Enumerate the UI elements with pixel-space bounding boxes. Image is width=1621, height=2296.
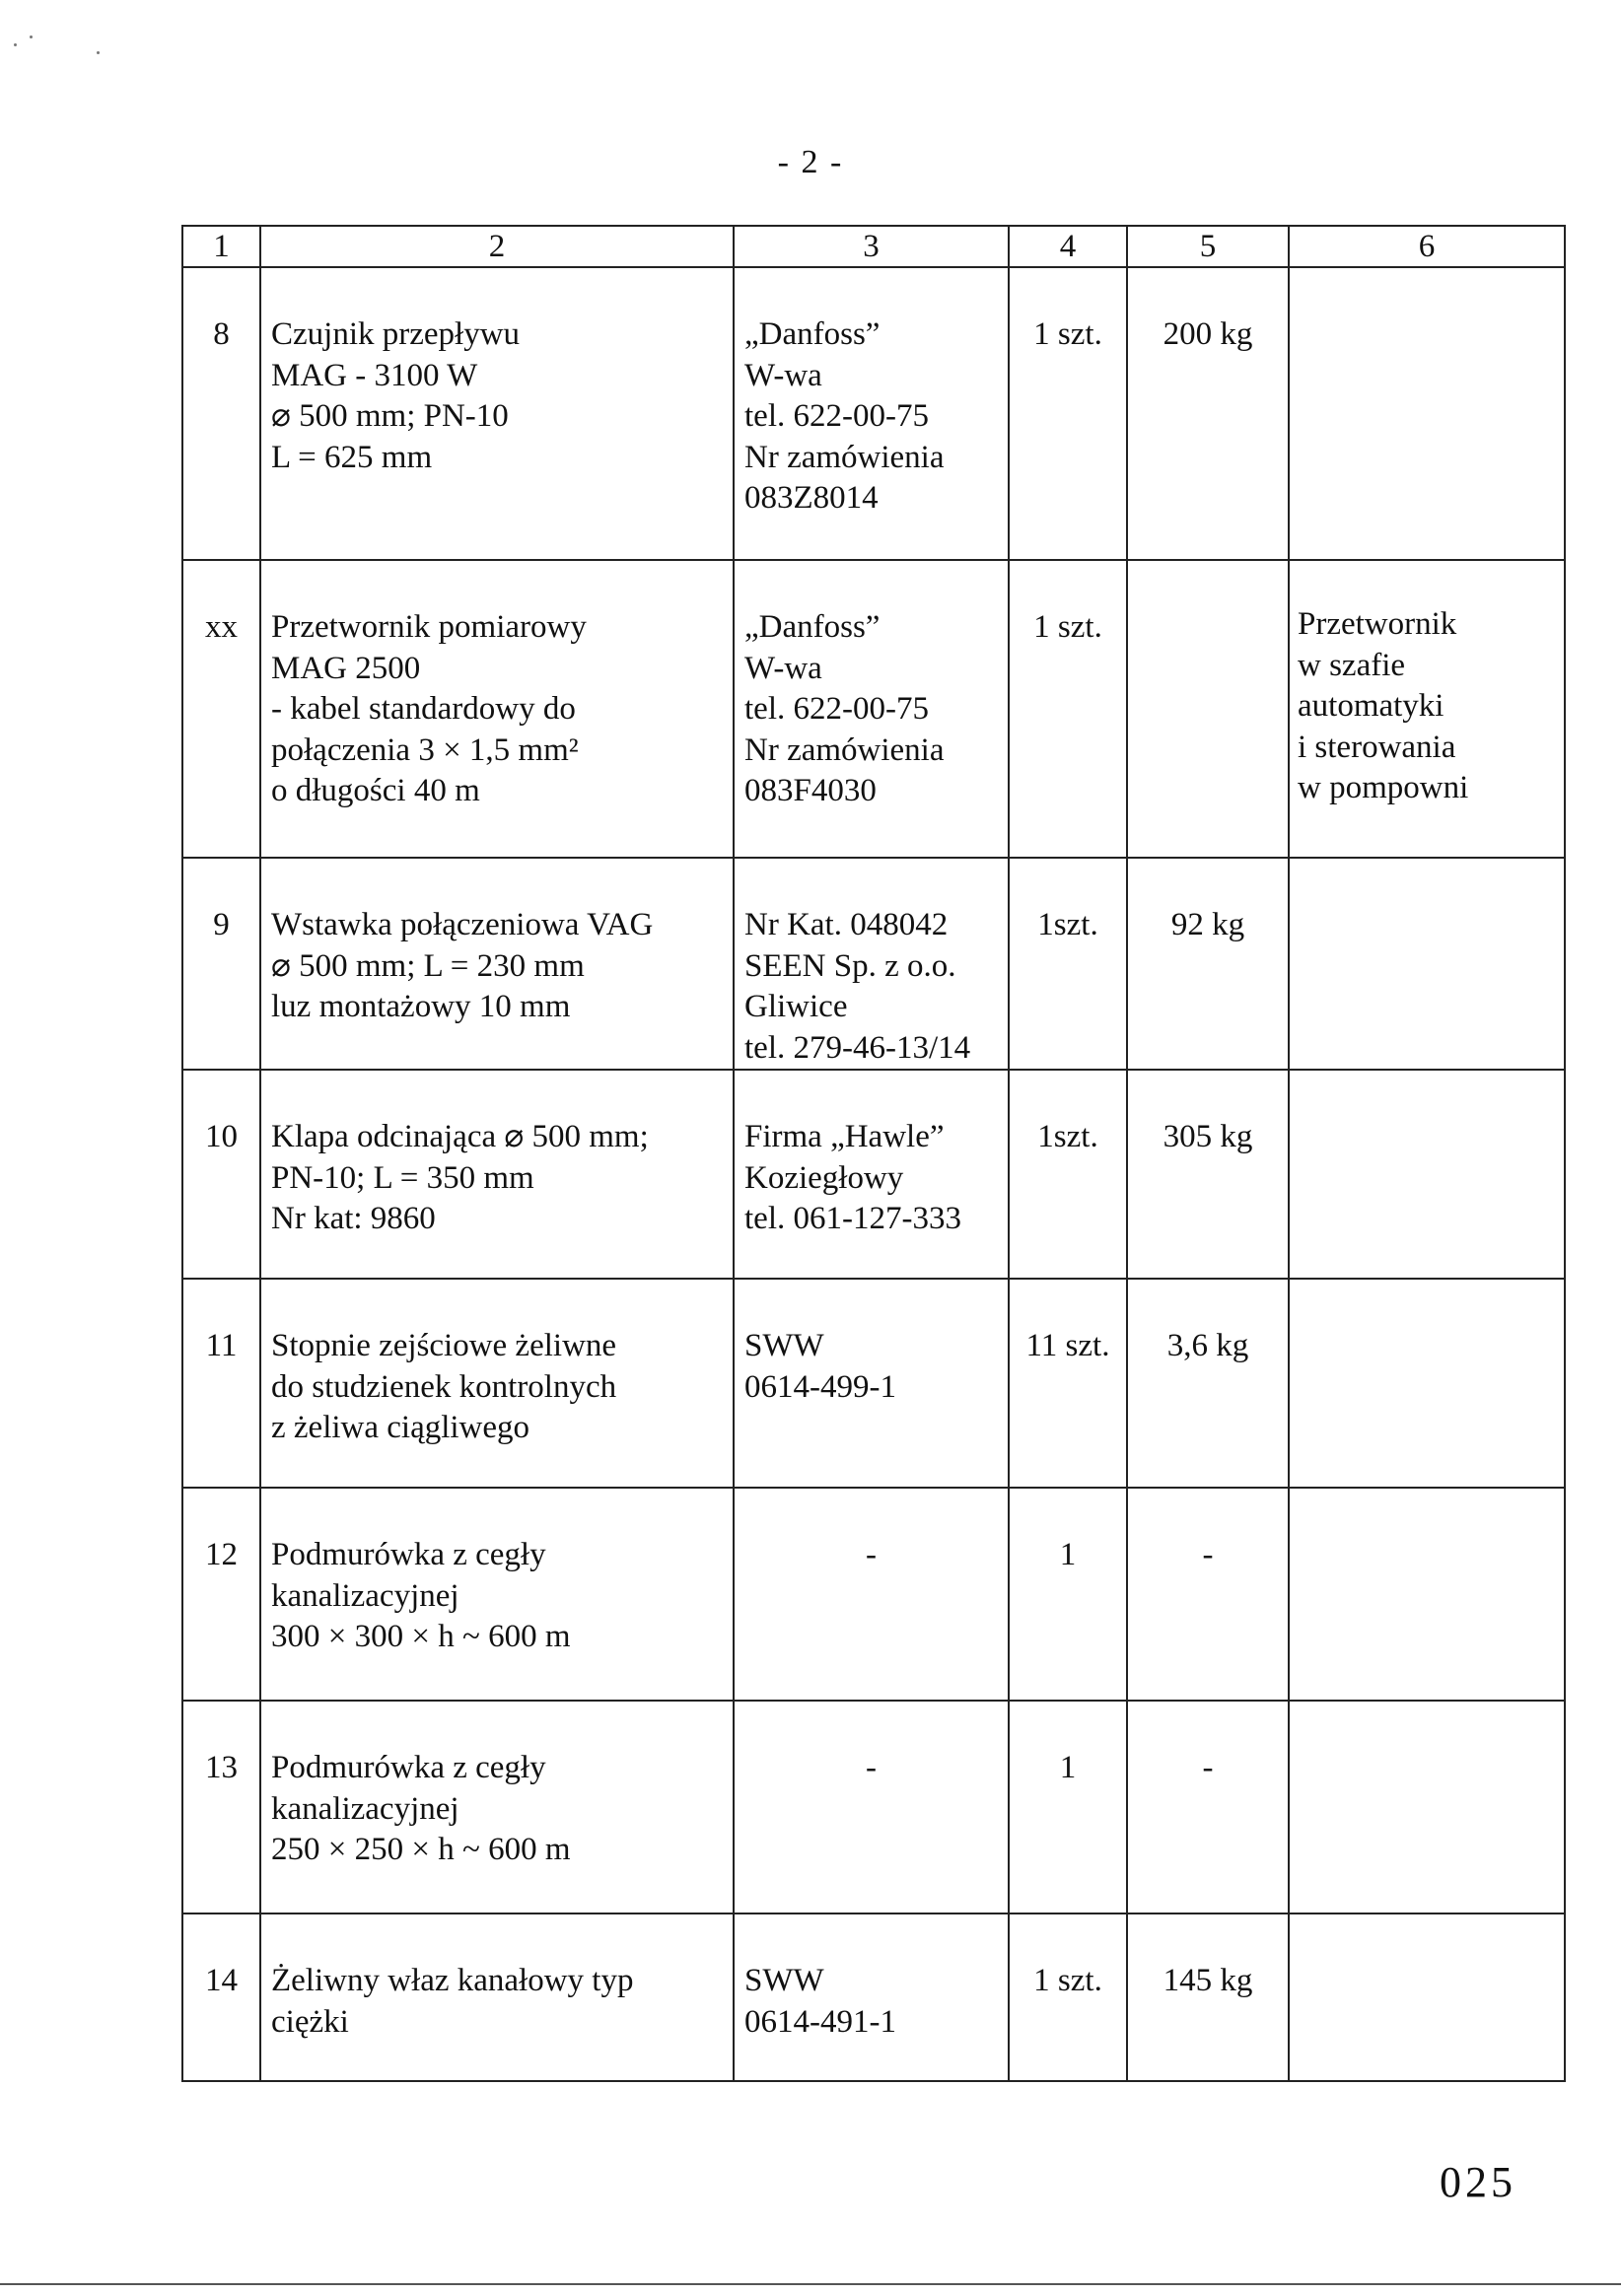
- row-manufacturer: -: [734, 1701, 1009, 1913]
- column-header: 1: [182, 226, 260, 267]
- row-mass: 145 kg: [1127, 1913, 1289, 2081]
- row-quantity: 1: [1009, 1488, 1127, 1701]
- row-description: Podmurówka z cegły kanalizacyjnej 250 × 250 × h ~ 600 m: [260, 1701, 734, 1913]
- row-description: Wstawka połączeniowa VAG ⌀ 500 mm; L = 230 mm luz montażowy 10 mm: [260, 858, 734, 1070]
- table-header-row: [182, 226, 1565, 267]
- row-number: 11: [182, 1279, 260, 1488]
- row-quantity: 1 szt.: [1009, 560, 1127, 858]
- page-number: - 2 -: [777, 144, 844, 180]
- row-quantity: 1 szt.: [1009, 1913, 1127, 2081]
- row-number: 9: [182, 858, 260, 1070]
- scan-bottom-edge: [0, 2283, 1621, 2285]
- equipment-table: [181, 225, 1566, 2082]
- row-note: Przetwornik w szafie automatyki i sterowania w pompowni: [1289, 560, 1565, 858]
- row-note: [1289, 1913, 1565, 2081]
- row-note: [1289, 1279, 1565, 1488]
- table-row: [182, 267, 1565, 560]
- column-header: 6: [1289, 226, 1565, 267]
- row-manufacturer: „Danfoss” W-wa tel. 622-00-75 Nr zamówienia 083Z8014: [734, 267, 1009, 560]
- table-row: [182, 1070, 1565, 1279]
- table-row: [182, 1701, 1565, 1913]
- scan-speck: [30, 35, 33, 38]
- row-description: Czujnik przepływu MAG - 3100 W ⌀ 500 mm; PN-10 L = 625 mm: [260, 267, 734, 560]
- row-description: Stopnie zejściowe żeliwne do studzienek kontrolnych z żeliwa ciągliwego: [260, 1279, 734, 1488]
- row-manufacturer: Firma „Hawle” Koziegłowy tel. 061-127-333: [734, 1070, 1009, 1279]
- row-mass: -: [1127, 1701, 1289, 1913]
- row-mass: [1127, 560, 1289, 858]
- column-header: 4: [1009, 226, 1127, 267]
- row-manufacturer: SWW 0614-499-1: [734, 1279, 1009, 1488]
- row-note: [1289, 1701, 1565, 1913]
- scan-speck: [14, 43, 17, 46]
- row-manufacturer: „Danfoss” W-wa tel. 622-00-75 Nr zamówienia 083F4030: [734, 560, 1009, 858]
- row-quantity: 11 szt.: [1009, 1279, 1127, 1488]
- table-row: [182, 1279, 1565, 1488]
- row-description: Żeliwny właz kanałowy typ ciężki: [260, 1913, 734, 2081]
- row-number: 8: [182, 267, 260, 560]
- row-description: Klapa odcinająca ⌀ 500 mm; PN-10; L = 350 mm Nr kat: 9860: [260, 1070, 734, 1279]
- row-quantity: 1 szt.: [1009, 267, 1127, 560]
- table-row: [182, 560, 1565, 858]
- column-header: 3: [734, 226, 1009, 267]
- row-mass: 92 kg: [1127, 858, 1289, 1070]
- row-quantity: 1: [1009, 1701, 1127, 1913]
- column-header: 2: [260, 226, 734, 267]
- row-quantity: 1szt.: [1009, 1070, 1127, 1279]
- page-stamp-number: 025: [1440, 2158, 1516, 2206]
- row-quantity: 1szt.: [1009, 858, 1127, 1070]
- row-manufacturer: -: [734, 1488, 1009, 1701]
- row-number: xx: [182, 560, 260, 858]
- column-header: 5: [1127, 226, 1289, 267]
- row-mass: 200 kg: [1127, 267, 1289, 560]
- row-description: Przetwornik pomiarowy MAG 2500 - kabel standardowy do połączenia 3 × 1,5 mm² o długości 40 m: [260, 560, 734, 858]
- row-number: 10: [182, 1070, 260, 1279]
- row-manufacturer: SWW 0614-491-1: [734, 1913, 1009, 2081]
- row-note: [1289, 1070, 1565, 1279]
- scan-speck: [97, 51, 100, 54]
- table-row: [182, 858, 1565, 1070]
- row-description: Podmurówka z cegły kanalizacyjnej 300 × 300 × h ~ 600 m: [260, 1488, 734, 1701]
- row-mass: 3,6 kg: [1127, 1279, 1289, 1488]
- row-mass: -: [1127, 1488, 1289, 1701]
- row-note: [1289, 858, 1565, 1070]
- row-number: 13: [182, 1701, 260, 1913]
- row-manufacturer: Nr Kat. 048042 SEEN Sp. z o.o. Gliwice tel. 279-46-13/14: [734, 858, 1009, 1070]
- row-number: 12: [182, 1488, 260, 1701]
- row-mass: 305 kg: [1127, 1070, 1289, 1279]
- table-row: [182, 1488, 1565, 1701]
- row-note: [1289, 1488, 1565, 1701]
- table-row: [182, 1913, 1565, 2081]
- row-note: [1289, 267, 1565, 560]
- row-number: 14: [182, 1913, 260, 2081]
